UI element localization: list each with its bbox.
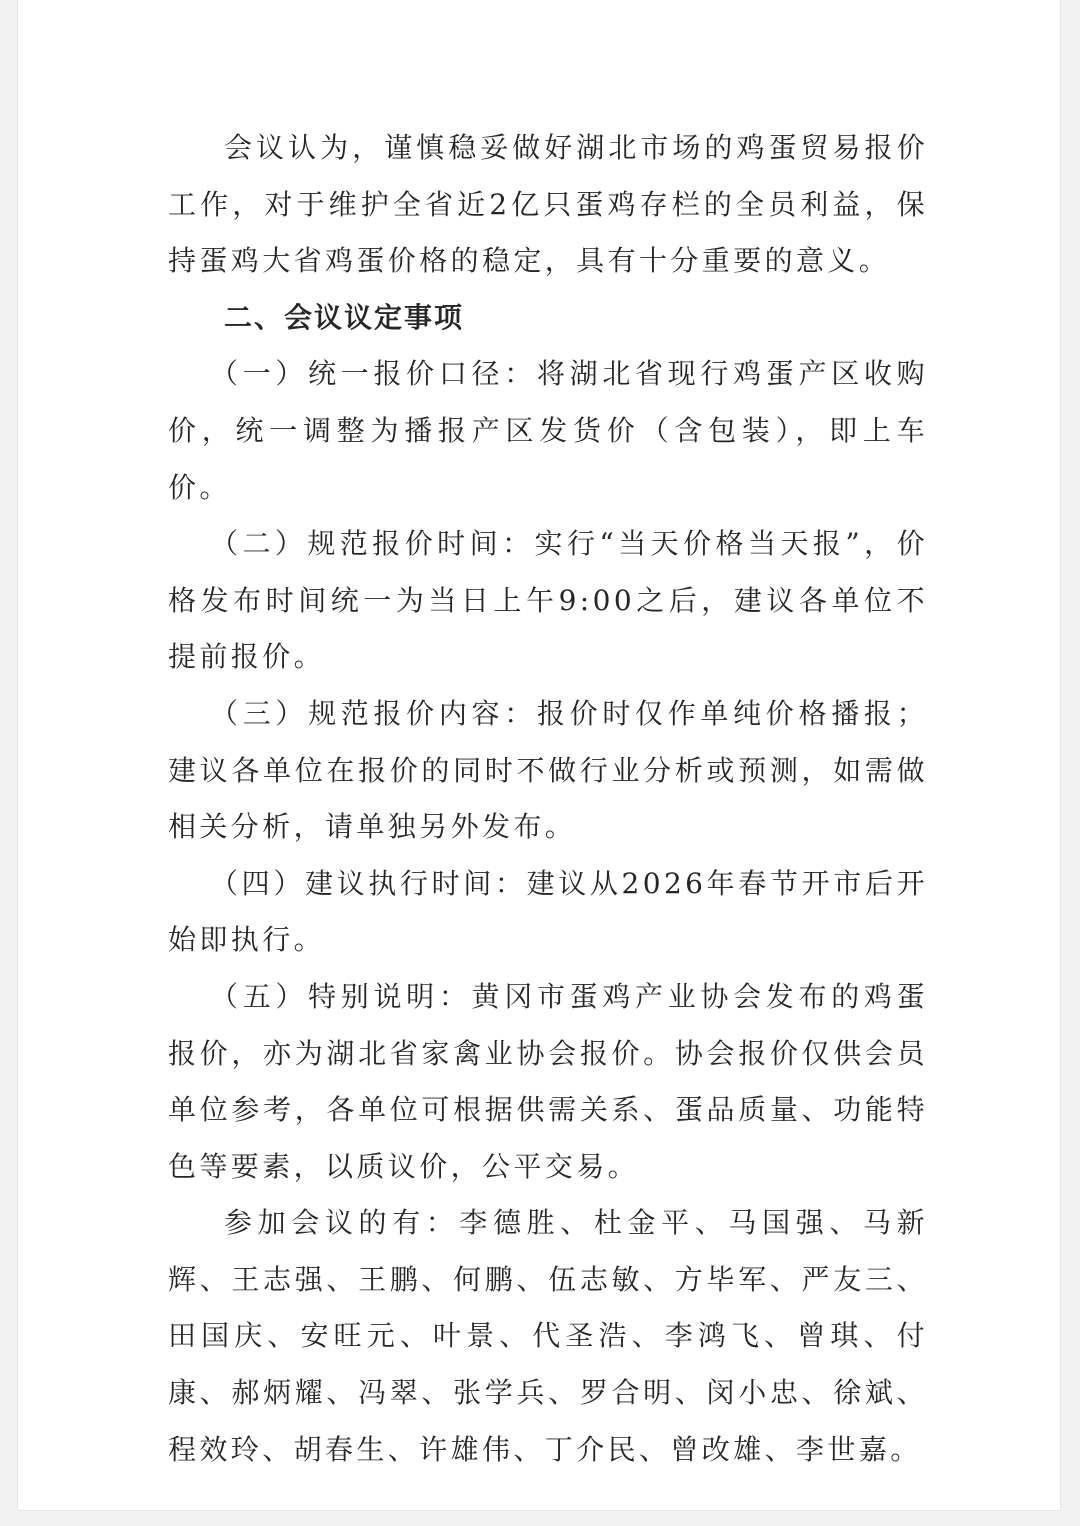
paragraph-meeting-opinion: 会议认为，谨慎稳妥做好湖北市场的鸡蛋贸易报价工作，对于维护全省近2亿只蛋鸡存栏的全员利益，保持蛋鸡大省鸡蛋价格的稳定，具有十分重要的意义。 [168, 131, 928, 278]
document-body [168, 120, 928, 1478]
item-special-note: （五）特别说明：黄冈市蛋鸡产业协会发布的鸡蛋报价，亦为湖北省家禽业协会报价。协会报价仅供会员单位参考，各单位可根据供需关系、蛋品质量、功能特色等要素，以质议价，公平交易。 [168, 979, 928, 1183]
item-unify-quote-caliber: （一）统一报价口径：将湖北省现行鸡蛋产区收购价，统一调整为播报产区发货价（含包装），即上车价。 [168, 357, 928, 504]
section-heading: 二、会议议定事项 [224, 300, 465, 334]
paragraph-attendees: 参加会议的有：李德胜、杜金平、马国强、马新辉、王志强、王鹏、何鹏、伍志敏、方毕军、严友三、田国庆、安旺元、叶景、代圣浩、李鸿飞、曾琪、付康、郝炳耀、冯翠、张学兵、罗合明、闵小忠、徐斌、程效玲、胡春生、许雄伟、丁介民、曾改雄、李世嘉。 [168, 1206, 928, 1466]
item-quote-content: （三）规范报价内容：报价时仅作单纯价格播报；建议各单位在报价的同时不做行业分析或预测，如需做相关分析，请单独另外发布。 [168, 696, 928, 844]
item-quote-time: （二）规范报价时间：实行“当天价格当天报”，价格发布时间统一为当日上午9:00之后，建议各单位不提前报价。 [168, 527, 928, 674]
document-page [18, 0, 1060, 1510]
item-execution-time: （四）建议执行时间：建议从2026年春节开市后开始即执行。 [168, 866, 928, 957]
